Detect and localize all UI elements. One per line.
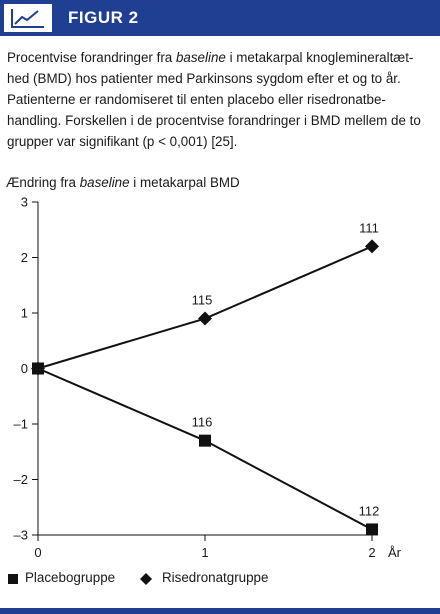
legend-label-placebo: Placebogruppe xyxy=(25,570,116,585)
x-tick-label: 0 xyxy=(34,545,42,560)
y-tick-label: 1 xyxy=(20,305,28,321)
y-axis-title-2: i metakarpal BMD xyxy=(129,175,240,190)
line-chart xyxy=(0,190,440,570)
y-tick-label: –1 xyxy=(13,416,28,432)
figure-footer-bar xyxy=(0,608,440,614)
chart-logo-icon xyxy=(4,4,52,32)
x-tick-label: 2 xyxy=(368,545,376,560)
diamond-data-point xyxy=(365,239,379,253)
x-axis-label: År xyxy=(388,545,401,560)
caption-text-1: Procentvise forandringer fra xyxy=(7,50,176,65)
y-axis-title xyxy=(6,175,240,190)
caption-text-2: i metakarpal knoglemineraltæt-hed (BMD) hos patienter med Parkinsons sygdom efter et og to år. Patienterne er randomiseret til enten placebo eller risedronatbe-handling. Forskellen i de procentvise forandringer i BMD mellem de to grupper var signifikant (p < 0,001) [25]. xyxy=(7,50,421,149)
figure-caption xyxy=(7,47,435,152)
legend-label-risedronat: Risedronatgruppe xyxy=(162,570,269,585)
caption-italic: baseline xyxy=(175,50,226,65)
x-tick-label: 1 xyxy=(201,545,209,560)
square-data-point xyxy=(366,523,378,535)
diamond-marker-icon xyxy=(140,573,152,585)
data-label: 111 xyxy=(359,220,379,236)
y-tick-label: –2 xyxy=(13,472,28,487)
data-label: 115 xyxy=(191,292,213,308)
diamond-data-point xyxy=(198,312,212,326)
y-tick-label: 3 xyxy=(20,194,28,210)
y-tick-label: –3 xyxy=(13,527,28,543)
data-label: 116 xyxy=(191,414,213,430)
figure-header-bar xyxy=(0,0,440,36)
series-line-0 xyxy=(38,369,372,530)
data-label: 112 xyxy=(358,503,380,519)
square-marker-icon xyxy=(8,574,18,584)
y-tick-label: 2 xyxy=(20,250,28,265)
y-axis-title-1: Ændring fra xyxy=(6,175,80,190)
square-data-point xyxy=(199,435,211,447)
figure-label: FIGUR 2 xyxy=(68,8,139,27)
y-tick-label: 0 xyxy=(20,361,28,376)
y-axis-title-italic: baseline xyxy=(79,175,130,190)
